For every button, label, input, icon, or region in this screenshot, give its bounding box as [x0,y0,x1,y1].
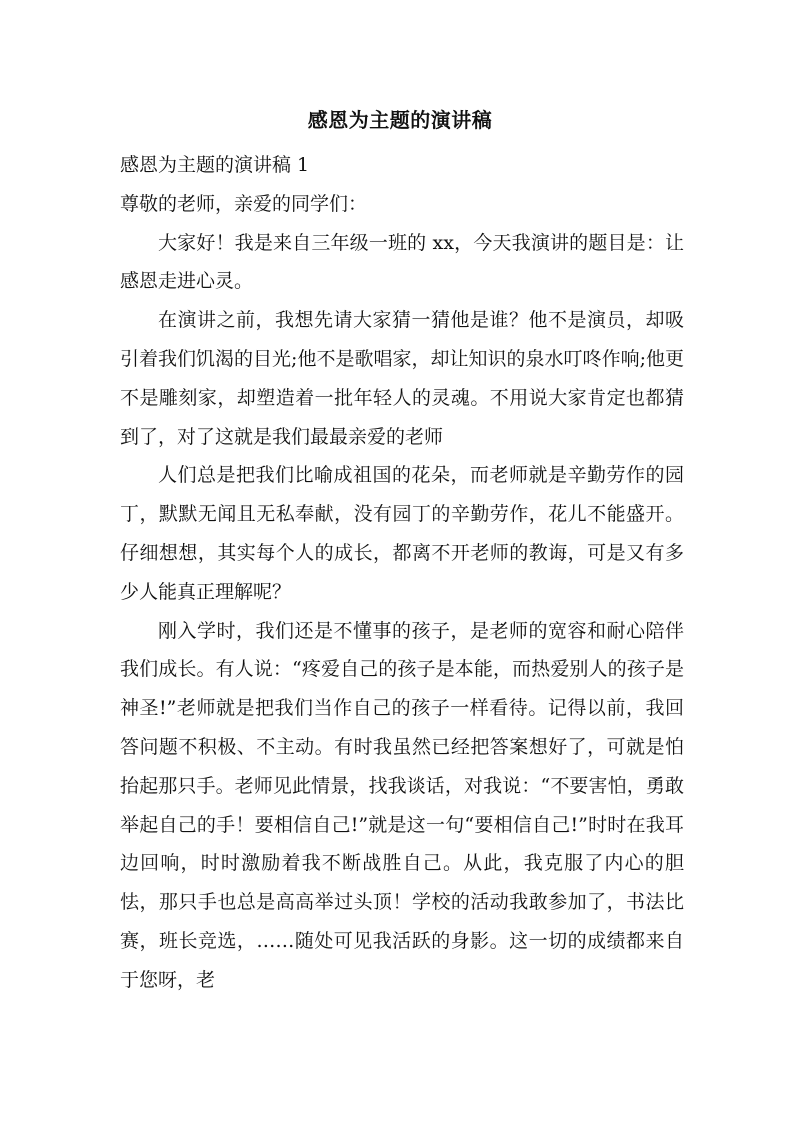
salutation: 尊敬的老师，亲爱的同学们： [120,192,368,215]
paragraph-gardener: 人们总是把我们比喻成祖国的花朵，而老师就是辛勤劳作的园丁，默默无闻且无私奉献，没有园丁的辛勤劳作，花儿不能盛开。仔细想想，其实每个人的成长，都离不开老师的教诲，可是又有多少人能真正理解呢？ [120,464,684,603]
paragraph-riddle: 在演讲之前，我想先请大家猜一猜他是谁？他不是演员，却吸引着我们饥渴的目光;他不是歌唱家，却让知识的泉水叮咚作响;他更不是雕刻家，却塑造着一批年轻人的灵魂。不用说大家肯定也都猜到了，对了这就是我们最最亲爱的老师 [120,309,684,448]
paragraph-memory: 刚入学时，我们还是不懂事的孩子，是老师的宽容和耐心陪伴我们成长。有人说：“疼爱自己的孩子是本能，而热爱别人的孩子是神圣!”老师就是把我们当作自己的孩子一样看待。记得以前，我回答问题不积极、不主动。有时我虽然已经把答案想好了，可就是怕抬起那只手。老师见此情景，找我谈话，对我说：“不要害怕，勇敢举起自己的手！要相信自己!”就是这一句“要相信自己!”时时在我耳边回响，时时激励着我不断战胜自己。从此，我克服了内心的胆怯，那只手也总是高高举过头顶！学校的活动我敢参加了，书法比赛，班长竞选，……随处可见我活跃的身影。这一切的成绩都来自于您呀，老 [120,619,684,991]
paragraph-greeting: 大家好！我是来自三年级一班的 xx，今天我演讲的题目是：让感恩走进心灵。 [120,231,684,293]
document-subtitle: 感恩为主题的演讲稿 1 [120,154,310,176]
document-body [120,146,684,1000]
document-title: 感恩为主题的演讲稿 [307,108,493,132]
